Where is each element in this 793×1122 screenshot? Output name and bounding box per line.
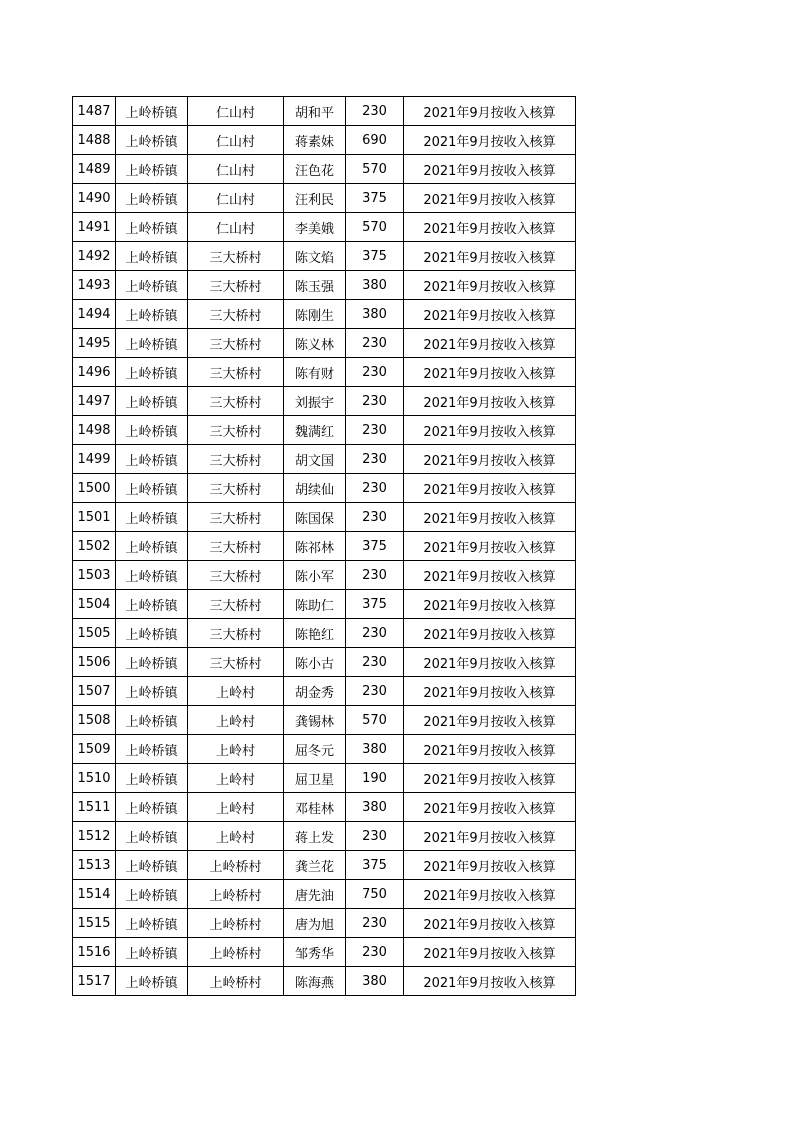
- town-cell: 上岭桥镇: [116, 648, 188, 677]
- amount-cell: 230: [346, 619, 404, 648]
- name-cell: 胡续仙: [284, 474, 346, 503]
- name-cell: 胡金秀: [284, 677, 346, 706]
- village-cell: 三大桥村: [188, 387, 284, 416]
- name-cell: 汪利民: [284, 184, 346, 213]
- amount-cell: 230: [346, 648, 404, 677]
- amount-cell: 230: [346, 503, 404, 532]
- amount-cell: 380: [346, 300, 404, 329]
- note-cell: 2021年9月按收入核算: [404, 155, 576, 184]
- row-number-cell: 1503: [73, 561, 116, 590]
- town-cell: 上岭桥镇: [116, 213, 188, 242]
- table-row: [73, 619, 576, 648]
- row-number-cell: 1501: [73, 503, 116, 532]
- row-number-cell: 1497: [73, 387, 116, 416]
- village-cell: 三大桥村: [188, 619, 284, 648]
- town-cell: 上岭桥镇: [116, 822, 188, 851]
- town-cell: 上岭桥镇: [116, 764, 188, 793]
- amount-cell: 375: [346, 532, 404, 561]
- village-cell: 上岭桥村: [188, 851, 284, 880]
- table-row: [73, 532, 576, 561]
- note-cell: 2021年9月按收入核算: [404, 590, 576, 619]
- name-cell: 陈文焰: [284, 242, 346, 271]
- row-number-cell: 1516: [73, 938, 116, 967]
- table-row: [73, 387, 576, 416]
- name-cell: 龚兰花: [284, 851, 346, 880]
- village-cell: 上岭桥村: [188, 880, 284, 909]
- town-cell: 上岭桥镇: [116, 300, 188, 329]
- row-number-cell: 1491: [73, 213, 116, 242]
- row-number-cell: 1510: [73, 764, 116, 793]
- note-cell: 2021年9月按收入核算: [404, 764, 576, 793]
- village-cell: 三大桥村: [188, 532, 284, 561]
- town-cell: 上岭桥镇: [116, 590, 188, 619]
- note-cell: 2021年9月按收入核算: [404, 300, 576, 329]
- amount-cell: 750: [346, 880, 404, 909]
- village-cell: 三大桥村: [188, 329, 284, 358]
- row-number-cell: 1496: [73, 358, 116, 387]
- amount-cell: 230: [346, 909, 404, 938]
- amount-cell: 380: [346, 967, 404, 996]
- note-cell: 2021年9月按收入核算: [404, 793, 576, 822]
- row-number-cell: 1495: [73, 329, 116, 358]
- table-row: [73, 184, 576, 213]
- name-cell: 龚锡林: [284, 706, 346, 735]
- name-cell: 唐先油: [284, 880, 346, 909]
- table-row: [73, 445, 576, 474]
- table-row: [73, 561, 576, 590]
- row-number-cell: 1508: [73, 706, 116, 735]
- records-table: [72, 96, 576, 996]
- town-cell: 上岭桥镇: [116, 416, 188, 445]
- town-cell: 上岭桥镇: [116, 880, 188, 909]
- note-cell: 2021年9月按收入核算: [404, 938, 576, 967]
- village-cell: 上岭村: [188, 822, 284, 851]
- amount-cell: 230: [346, 387, 404, 416]
- table-row: [73, 300, 576, 329]
- note-cell: 2021年9月按收入核算: [404, 97, 576, 126]
- row-number-cell: 1511: [73, 793, 116, 822]
- note-cell: 2021年9月按收入核算: [404, 880, 576, 909]
- village-cell: 仁山村: [188, 126, 284, 155]
- amount-cell: 570: [346, 213, 404, 242]
- table-row: [73, 155, 576, 184]
- name-cell: 李美娥: [284, 213, 346, 242]
- town-cell: 上岭桥镇: [116, 851, 188, 880]
- name-cell: 魏满红: [284, 416, 346, 445]
- row-number-cell: 1498: [73, 416, 116, 445]
- row-number-cell: 1492: [73, 242, 116, 271]
- table-row: [73, 706, 576, 735]
- table-row: [73, 648, 576, 677]
- note-cell: 2021年9月按收入核算: [404, 561, 576, 590]
- note-cell: 2021年9月按收入核算: [404, 387, 576, 416]
- table-row: [73, 967, 576, 996]
- note-cell: 2021年9月按收入核算: [404, 213, 576, 242]
- row-number-cell: 1506: [73, 648, 116, 677]
- village-cell: 三大桥村: [188, 561, 284, 590]
- village-cell: 上岭村: [188, 764, 284, 793]
- town-cell: 上岭桥镇: [116, 445, 188, 474]
- name-cell: 陈祁林: [284, 532, 346, 561]
- village-cell: 三大桥村: [188, 503, 284, 532]
- note-cell: 2021年9月按收入核算: [404, 677, 576, 706]
- village-cell: 三大桥村: [188, 242, 284, 271]
- town-cell: 上岭桥镇: [116, 184, 188, 213]
- name-cell: 邓桂林: [284, 793, 346, 822]
- note-cell: 2021年9月按收入核算: [404, 909, 576, 938]
- village-cell: 上岭桥村: [188, 909, 284, 938]
- town-cell: 上岭桥镇: [116, 909, 188, 938]
- town-cell: 上岭桥镇: [116, 503, 188, 532]
- amount-cell: 230: [346, 358, 404, 387]
- amount-cell: 230: [346, 329, 404, 358]
- name-cell: 陈国保: [284, 503, 346, 532]
- amount-cell: 230: [346, 822, 404, 851]
- name-cell: 陈助仁: [284, 590, 346, 619]
- village-cell: 三大桥村: [188, 590, 284, 619]
- row-number-cell: 1488: [73, 126, 116, 155]
- table-row: [73, 503, 576, 532]
- note-cell: 2021年9月按收入核算: [404, 242, 576, 271]
- amount-cell: 230: [346, 561, 404, 590]
- row-number-cell: 1513: [73, 851, 116, 880]
- note-cell: 2021年9月按收入核算: [404, 416, 576, 445]
- amount-cell: 230: [346, 445, 404, 474]
- note-cell: 2021年9月按收入核算: [404, 735, 576, 764]
- note-cell: 2021年9月按收入核算: [404, 271, 576, 300]
- amount-cell: 380: [346, 793, 404, 822]
- table-row: [73, 590, 576, 619]
- note-cell: 2021年9月按收入核算: [404, 706, 576, 735]
- name-cell: 屈卫星: [284, 764, 346, 793]
- village-cell: 三大桥村: [188, 358, 284, 387]
- town-cell: 上岭桥镇: [116, 735, 188, 764]
- village-cell: 三大桥村: [188, 300, 284, 329]
- town-cell: 上岭桥镇: [116, 358, 188, 387]
- name-cell: 陈小军: [284, 561, 346, 590]
- table-row: [73, 358, 576, 387]
- table-row: [73, 851, 576, 880]
- table-row: [73, 474, 576, 503]
- amount-cell: 375: [346, 242, 404, 271]
- row-number-cell: 1494: [73, 300, 116, 329]
- name-cell: 胡和平: [284, 97, 346, 126]
- town-cell: 上岭桥镇: [116, 242, 188, 271]
- town-cell: 上岭桥镇: [116, 329, 188, 358]
- table-row: [73, 416, 576, 445]
- note-cell: 2021年9月按收入核算: [404, 329, 576, 358]
- note-cell: 2021年9月按收入核算: [404, 445, 576, 474]
- name-cell: 陈海燕: [284, 967, 346, 996]
- name-cell: 唐为旭: [284, 909, 346, 938]
- row-number-cell: 1487: [73, 97, 116, 126]
- table-row: [73, 822, 576, 851]
- name-cell: 蒋素妹: [284, 126, 346, 155]
- amount-cell: 570: [346, 706, 404, 735]
- note-cell: 2021年9月按收入核算: [404, 967, 576, 996]
- row-number-cell: 1493: [73, 271, 116, 300]
- note-cell: 2021年9月按收入核算: [404, 619, 576, 648]
- name-cell: 陈玉强: [284, 271, 346, 300]
- table-row: [73, 735, 576, 764]
- table-row: [73, 909, 576, 938]
- town-cell: 上岭桥镇: [116, 532, 188, 561]
- name-cell: 屈冬元: [284, 735, 346, 764]
- village-cell: 上岭村: [188, 677, 284, 706]
- village-cell: 三大桥村: [188, 416, 284, 445]
- town-cell: 上岭桥镇: [116, 155, 188, 184]
- row-number-cell: 1514: [73, 880, 116, 909]
- amount-cell: 190: [346, 764, 404, 793]
- table-row: [73, 880, 576, 909]
- amount-cell: 375: [346, 590, 404, 619]
- table-row: [73, 329, 576, 358]
- amount-cell: 380: [346, 271, 404, 300]
- village-cell: 三大桥村: [188, 445, 284, 474]
- town-cell: 上岭桥镇: [116, 97, 188, 126]
- row-number-cell: 1507: [73, 677, 116, 706]
- row-number-cell: 1499: [73, 445, 116, 474]
- village-cell: 三大桥村: [188, 648, 284, 677]
- note-cell: 2021年9月按收入核算: [404, 532, 576, 561]
- amount-cell: 230: [346, 677, 404, 706]
- note-cell: 2021年9月按收入核算: [404, 822, 576, 851]
- table-row: [73, 677, 576, 706]
- town-cell: 上岭桥镇: [116, 793, 188, 822]
- town-cell: 上岭桥镇: [116, 387, 188, 416]
- note-cell: 2021年9月按收入核算: [404, 648, 576, 677]
- village-cell: 三大桥村: [188, 474, 284, 503]
- note-cell: 2021年9月按收入核算: [404, 474, 576, 503]
- row-number-cell: 1500: [73, 474, 116, 503]
- town-cell: 上岭桥镇: [116, 271, 188, 300]
- name-cell: 邹秀华: [284, 938, 346, 967]
- amount-cell: 230: [346, 416, 404, 445]
- table-row: [73, 126, 576, 155]
- note-cell: 2021年9月按收入核算: [404, 126, 576, 155]
- row-number-cell: 1504: [73, 590, 116, 619]
- note-cell: 2021年9月按收入核算: [404, 503, 576, 532]
- town-cell: 上岭桥镇: [116, 938, 188, 967]
- town-cell: 上岭桥镇: [116, 561, 188, 590]
- village-cell: 上岭村: [188, 735, 284, 764]
- amount-cell: 375: [346, 184, 404, 213]
- table-row: [73, 793, 576, 822]
- note-cell: 2021年9月按收入核算: [404, 184, 576, 213]
- name-cell: 刘振宇: [284, 387, 346, 416]
- amount-cell: 380: [346, 735, 404, 764]
- name-cell: 陈有财: [284, 358, 346, 387]
- table-row: [73, 938, 576, 967]
- village-cell: 仁山村: [188, 97, 284, 126]
- village-cell: 仁山村: [188, 184, 284, 213]
- amount-cell: 230: [346, 97, 404, 126]
- name-cell: 陈义林: [284, 329, 346, 358]
- row-number-cell: 1517: [73, 967, 116, 996]
- row-number-cell: 1489: [73, 155, 116, 184]
- town-cell: 上岭桥镇: [116, 967, 188, 996]
- row-number-cell: 1512: [73, 822, 116, 851]
- row-number-cell: 1502: [73, 532, 116, 561]
- village-cell: 上岭桥村: [188, 938, 284, 967]
- table-row: [73, 271, 576, 300]
- name-cell: 胡文国: [284, 445, 346, 474]
- amount-cell: 375: [346, 851, 404, 880]
- village-cell: 三大桥村: [188, 271, 284, 300]
- row-number-cell: 1515: [73, 909, 116, 938]
- table-row: [73, 764, 576, 793]
- town-cell: 上岭桥镇: [116, 126, 188, 155]
- note-cell: 2021年9月按收入核算: [404, 851, 576, 880]
- table-row: [73, 97, 576, 126]
- amount-cell: 690: [346, 126, 404, 155]
- amount-cell: 230: [346, 938, 404, 967]
- name-cell: 汪色花: [284, 155, 346, 184]
- town-cell: 上岭桥镇: [116, 706, 188, 735]
- village-cell: 上岭桥村: [188, 967, 284, 996]
- name-cell: 陈艳红: [284, 619, 346, 648]
- amount-cell: 230: [346, 474, 404, 503]
- town-cell: 上岭桥镇: [116, 677, 188, 706]
- amount-cell: 570: [346, 155, 404, 184]
- village-cell: 上岭村: [188, 793, 284, 822]
- note-cell: 2021年9月按收入核算: [404, 358, 576, 387]
- row-number-cell: 1505: [73, 619, 116, 648]
- name-cell: 陈刚生: [284, 300, 346, 329]
- village-cell: 仁山村: [188, 213, 284, 242]
- records-table-body: [73, 97, 576, 996]
- village-cell: 上岭村: [188, 706, 284, 735]
- table-row: [73, 213, 576, 242]
- town-cell: 上岭桥镇: [116, 474, 188, 503]
- name-cell: 陈小古: [284, 648, 346, 677]
- row-number-cell: 1509: [73, 735, 116, 764]
- town-cell: 上岭桥镇: [116, 619, 188, 648]
- row-number-cell: 1490: [73, 184, 116, 213]
- village-cell: 仁山村: [188, 155, 284, 184]
- name-cell: 蒋上发: [284, 822, 346, 851]
- table-row: [73, 242, 576, 271]
